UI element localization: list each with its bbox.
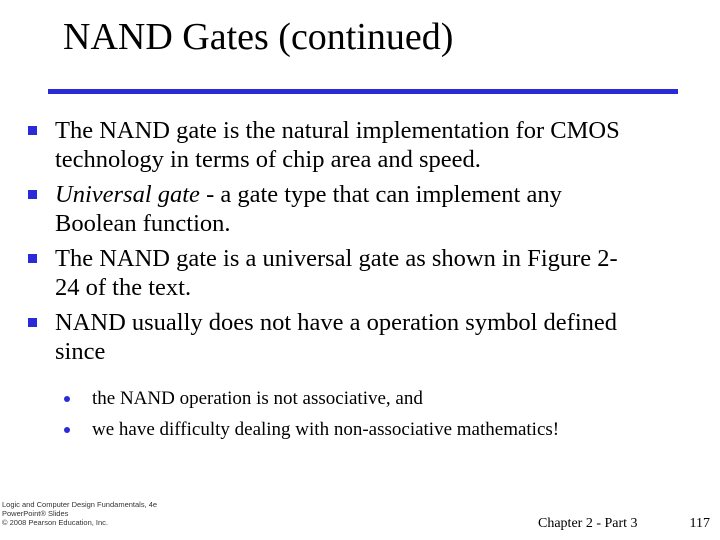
square-bullet-icon: [28, 254, 37, 263]
bullet-item: [28, 116, 700, 174]
bullet-text-line: technology in terms of chip area and speed.: [55, 146, 481, 173]
sub-bullet-text: the NAND operation is not associative, and: [92, 388, 423, 409]
page-number: 117: [689, 516, 710, 531]
dot-bullet-icon: [64, 427, 70, 433]
bullet-item: [28, 308, 700, 366]
title-underline: [48, 89, 678, 94]
publisher-credit: [2, 500, 157, 527]
square-bullet-icon: [28, 126, 37, 135]
bullet-emphasis: Universal gate: [55, 181, 200, 208]
footer-chapter: Chapter 2 - Part 3: [538, 516, 638, 531]
bullet-list: [28, 116, 700, 372]
bullet-item: [28, 244, 700, 302]
dot-bullet-icon: [64, 396, 70, 402]
bullet-text-line: since: [55, 338, 106, 365]
sub-bullet-text: we have difficulty dealing with non-associative mathematics!: [92, 419, 560, 440]
bullet-text-line: The NAND gate is a universal gate as shown in Figure 2-: [55, 245, 618, 272]
bullet-text-line: Boolean function.: [55, 210, 231, 237]
square-bullet-icon: [28, 190, 37, 199]
bullet-text-line: The NAND gate is the natural implementation for CMOS: [55, 117, 620, 144]
sub-bullet-item: [62, 417, 702, 443]
bullet-text-line: 24 of the text.: [55, 274, 192, 301]
bullet-text-line: NAND usually does not have a operation symbol defined: [55, 309, 618, 336]
credit-line: Logic and Computer Design Fundamentals, 4e: [2, 500, 158, 509]
sub-bullet-list: [62, 386, 702, 448]
square-bullet-icon: [28, 318, 37, 327]
slide-title: NAND Gates (continued): [63, 16, 454, 58]
sub-bullet-item: [62, 386, 702, 412]
credit-line: © 2008 Pearson Education, Inc.: [2, 518, 109, 527]
bullet-item: [28, 180, 700, 238]
bullet-text-line: - a gate type that can implement any: [199, 181, 562, 208]
credit-line: PowerPoint® Slides: [2, 509, 69, 518]
